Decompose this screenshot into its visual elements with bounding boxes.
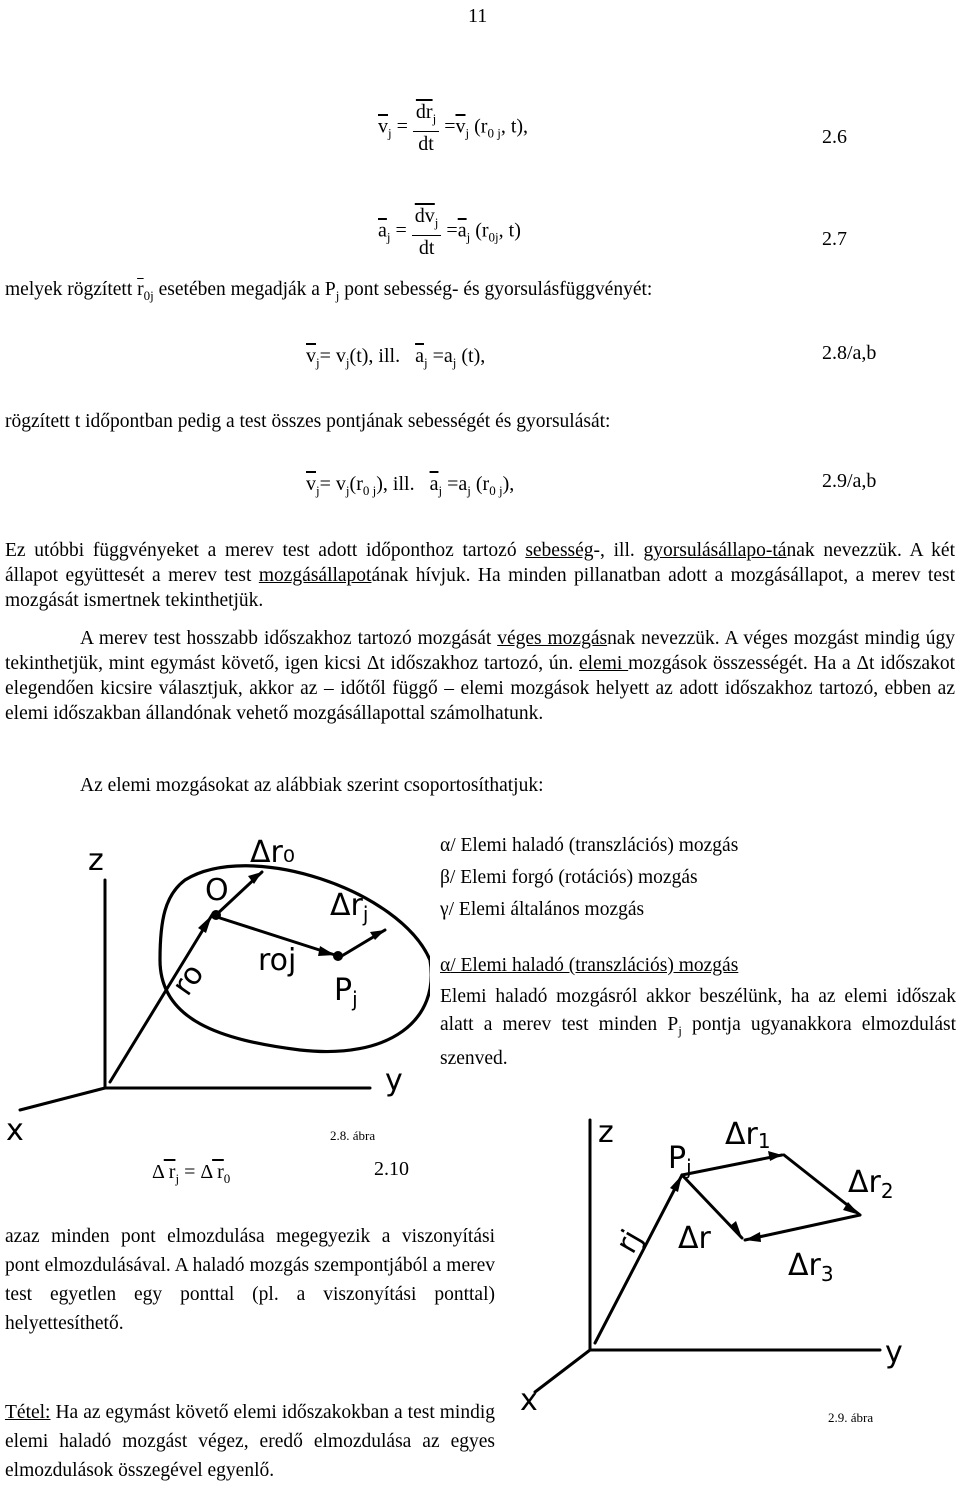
motion-type-list (440, 830, 738, 926)
equation-number: 2.6 (822, 126, 847, 148)
pj-label: $P_j$ (668, 1141, 692, 1179)
dr1-label: Δr1 (725, 1117, 771, 1153)
z-label: z (598, 1115, 614, 1150)
text-line: rögzített t időpontban pedig a test összes pontjának sebességét és gyorsulását: (5, 411, 611, 432)
equation-number: 2.8/a,b (822, 342, 877, 364)
x-axis (20, 1088, 105, 1110)
list-item: β/ Elemi forgó (rotációs) mozgás (440, 867, 698, 888)
page-number: 11 (468, 5, 488, 27)
arrowhead (318, 946, 335, 956)
figure-caption: 2.9. ábra (828, 1410, 874, 1425)
dr0-label: Δr₀ (250, 835, 295, 870)
arrowhead (198, 915, 212, 933)
z-label: z (88, 843, 104, 878)
dr2-label: $\Delta r_2$ (848, 1165, 894, 1203)
equation-2-6: $\overline{v}_j$ = $\frac{\overline{dr}_j}{dt}$ $=\overline{v}_j$ ($r_{0 j}$, t), (378, 101, 529, 155)
point-o (211, 910, 221, 920)
o-label: O (205, 873, 229, 908)
dr-label: Δr (678, 1221, 711, 1256)
rj-label: rj (609, 1223, 650, 1260)
x-axis (535, 1350, 590, 1392)
figure-2-9 (510, 1100, 950, 1430)
section-text: Elemi haladó mozgásról akkor beszélünk, ha az elemi időszak alatt a merev test minden $P_j$ pontja ugyanakkora elmozdulást szenved. (440, 986, 956, 1069)
figure-2-8 (0, 820, 430, 1150)
equation-2-7: $\overline{a}_j$ = $\frac{\overline{dv}_j}{dt}$ $=\overline{a}_j$ ($r_{0j}$, t) (378, 205, 521, 259)
section-title: α/ Elemi haladó (transzlációs) mozgás (440, 955, 739, 976)
equation-number: 2.9/a,b (822, 470, 877, 492)
equation-number: 2.7 (822, 228, 847, 250)
text-line: melyek rögzített $\overline{r}_{0j}$ esetében megadják a $P_j$ pont sebesség- és gyorsulásfüggvényét: (5, 279, 653, 303)
dr1-vector (682, 1155, 782, 1175)
x-label: x (520, 1383, 538, 1418)
equation-number: 2.10 (374, 1158, 409, 1180)
paragraph: azaz minden pont elmozdulása megegyezik a viszonyítási pont elmozdulásával. A haladó mozgás szempontjából a merev test egyetlen egy ponttal (pl. a viszonyítási ponttal) helyettesíthető. (5, 1226, 495, 1334)
arrowhead (730, 1221, 742, 1238)
fraction: $\frac{\overline{dr}_j}{dt}$ (413, 100, 439, 156)
y-label: y (885, 1335, 903, 1370)
fraction: $\frac{\overline{dv}_j}{dt}$ (412, 204, 442, 260)
arrowhead (670, 1175, 682, 1192)
paragraph: Az elemi mozgásokat az alábbiak szerint csoportosíthatjuk: (80, 775, 544, 796)
figure-caption: 2.8. ábra (330, 1128, 376, 1143)
list-item: α/ Elemi haladó (transzlációs) mozgás (440, 835, 739, 856)
drj-label: $\Delta r_j$ (330, 888, 369, 926)
dr3-label: $\Delta r_3$ (788, 1248, 834, 1286)
x-label: x (6, 1113, 24, 1148)
ro-label: ro (165, 957, 212, 1003)
dr3-vector (745, 1215, 860, 1240)
list-item: γ/ Elemi általános mozgás (440, 899, 645, 920)
pj-label: $P_j$ (334, 973, 358, 1011)
equation-2-9: $\overline{v}_j= v_j(r_{0 j})$, ill. $\overline{a}_j =a_j$ $(r_{0 j})$, (306, 473, 515, 498)
theorem: Tétel: Ha az egymást követő elemi időszakokban a test mindig elemi haladó mozgást végez, eredő elmozdulása az egyes elmozdulások összegével egyenlő. (5, 1402, 495, 1481)
y-label: y (385, 1063, 403, 1098)
roj-label: roj (258, 943, 297, 978)
point-pj (333, 951, 343, 961)
paragraph: Ez utóbbi függvényeket a merev test adott időponthoz tartozó sebesség-, ill. gyorsulásállapo-tának nevezzük. A két állapot együttesét a merev test mozgásállapotának hívjuk. Ha minden pillanatban adott a mozgásállapot, a merev test mozgását ismertnek tekinthetjük. (5, 540, 956, 611)
paragraph: A merev test hosszabb időszakhoz tartozó mozgását véges mozgásnak nevezzük. A véges mozgást mindig úgy tekinthetjük, mint egymást követő, igen kicsi Δt időszakhoz tartozó, ún. elemi mozgások összességét. Ha a Δt időszakot elegendően kicsire választjuk, akkor az – időtől függő – elemi mozgások helyett az adott időszakhoz tartozó, ebben az elemi időszakban állandónak vehető mozgásállapottal számolhatunk. (5, 628, 956, 724)
equation-2-10: Δ $r_j = \Delta$ $r_0$ (152, 1161, 231, 1186)
equation-2-8: $\overline{v}_j= v_j(t)$, ill. $\overline{a}_j =a_j$ (t), (306, 345, 486, 370)
